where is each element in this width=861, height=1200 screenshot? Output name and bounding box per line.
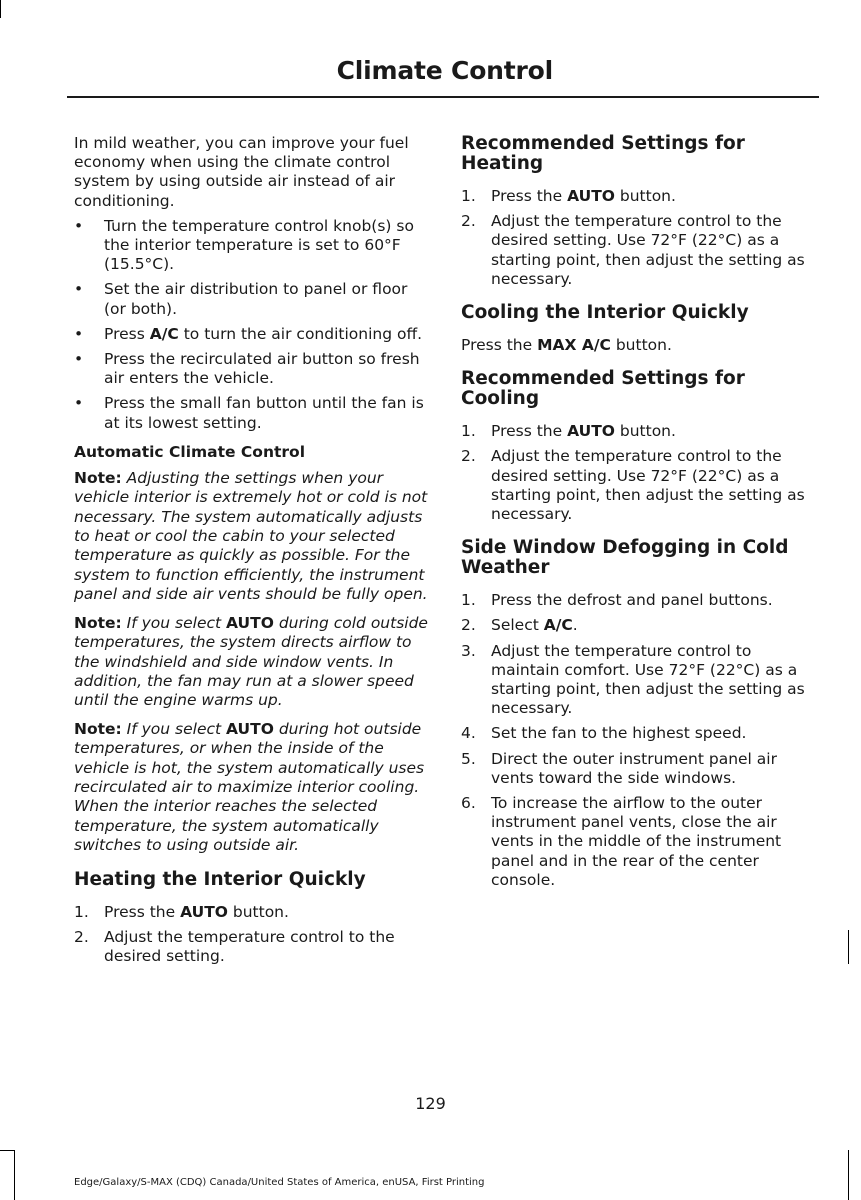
defogging-heading: Side Window Defogging in Cold Weather <box>461 537 789 579</box>
left-column <box>74 134 429 972</box>
list-item: 2. Adjust the temperature control to the desired setting. Use 72°F (22°C) as a starting point, then adjust the setting as necessary. <box>461 212 805 288</box>
crop-mark-bottom-left-vertical <box>14 1150 15 1200</box>
list-item: 1. Press the defrost and panel buttons. <box>461 591 773 610</box>
crop-mark-bottom-left <box>0 1150 14 1151</box>
rec-cooling-heading: Recommended Settings for Cooling <box>461 368 745 410</box>
cooling-quickly-text: Press the MAX A/C button. <box>461 336 672 355</box>
bullet-list <box>74 217 429 433</box>
page-number: 129 <box>415 1094 446 1113</box>
list-item: 1. Press the AUTO button. <box>461 187 676 205</box>
right-column <box>461 134 814 896</box>
list-item: 3. Adjust the temperature control to maintain comfort. Use 72°F (22°C) as a starting point, then adjust the setting as necessary. <box>461 641 805 718</box>
rec-heating-heading: Recommended Settings for Heating <box>461 133 745 174</box>
footer-text: Edge/Galaxy/S-MAX (CDQ) Canada/United States of America, enUSA, First Printing <box>74 1177 485 1188</box>
heating-quickly-heading: Heating the Interior Quickly <box>74 868 366 890</box>
list-item: 2. Adjust the temperature control to the desired setting. <box>74 927 395 965</box>
rec-heating-steps <box>461 187 814 289</box>
list-item: 5. Direct the outer instrument panel air vents toward the side windows. <box>461 749 777 787</box>
rec-cooling-steps <box>461 422 814 524</box>
list-item: 4. Set the fan to the highest speed. <box>461 724 747 743</box>
defogging-steps <box>461 591 814 890</box>
list-item: 1. Press the AUTO button. <box>74 902 289 921</box>
list-item: 2. Adjust the temperature control to the desired setting. Use 72°F (22°C) as a starting point, then adjust the setting as necessary. <box>461 447 805 524</box>
list-item: • Set the air distribution to panel or floor (or both). <box>74 280 429 318</box>
page-title: Climate Control <box>336 56 553 85</box>
title-divider <box>67 96 819 98</box>
heating-quickly-steps <box>74 903 429 967</box>
list-item: • Turn the temperature control knob(s) so the interior temperature is set to 60°F (15.5°C). <box>74 217 429 275</box>
crop-mark-top-left <box>0 0 1 18</box>
note-paragraph: Note: Adjusting the settings when your vehicle interior is extremely hot or cold is not necessary. The system automatically adjusts to heat or cool the cabin to your selected temperature as quickly as possible. For the system to function efficiently, the instrument panel and side air vents should be fully open. <box>74 468 428 604</box>
list-item: 1. Press the AUTO button. <box>461 422 676 441</box>
list-item: • Press A/C to turn the air conditioning off. <box>74 325 429 344</box>
note-paragraph: Note: If you select AUTO during hot outside temperatures, or when the inside of the vehicle is hot, the system automatically uses recirculated air to maximize interior cooling. When the interior reaches the selected temperature, the system automatically switches to using outside air. <box>74 719 425 855</box>
note-paragraph: Note: If you select AUTO during cold outside temperatures, the system directs airflow to the windshield and side window vents. In addition, the fan may run at a slower speed until the engine warms up. <box>74 613 428 710</box>
crop-mark-bottom-right <box>848 1150 849 1200</box>
list-item: 2. Select A/C. <box>461 616 578 635</box>
cooling-quickly-heading: Cooling the Interior Quickly <box>461 302 749 324</box>
list-item: • Press the recirculated air button so fresh air enters the vehicle. <box>74 350 429 388</box>
list-item: • Press the small fan button until the fan is at its lowest setting. <box>74 394 429 432</box>
list-item: 6. To increase the airflow to the outer instrument panel vents, close the air vents in the middle of the instrument panel and in the rear of the center console. <box>461 794 782 889</box>
intro-paragraph: In mild weather, you can improve your fuel economy when using the climate control system by using outside air instead of air conditioning. <box>74 134 409 210</box>
crop-mark-right <box>848 930 849 964</box>
auto-climate-heading: Automatic Climate Control <box>74 442 306 461</box>
